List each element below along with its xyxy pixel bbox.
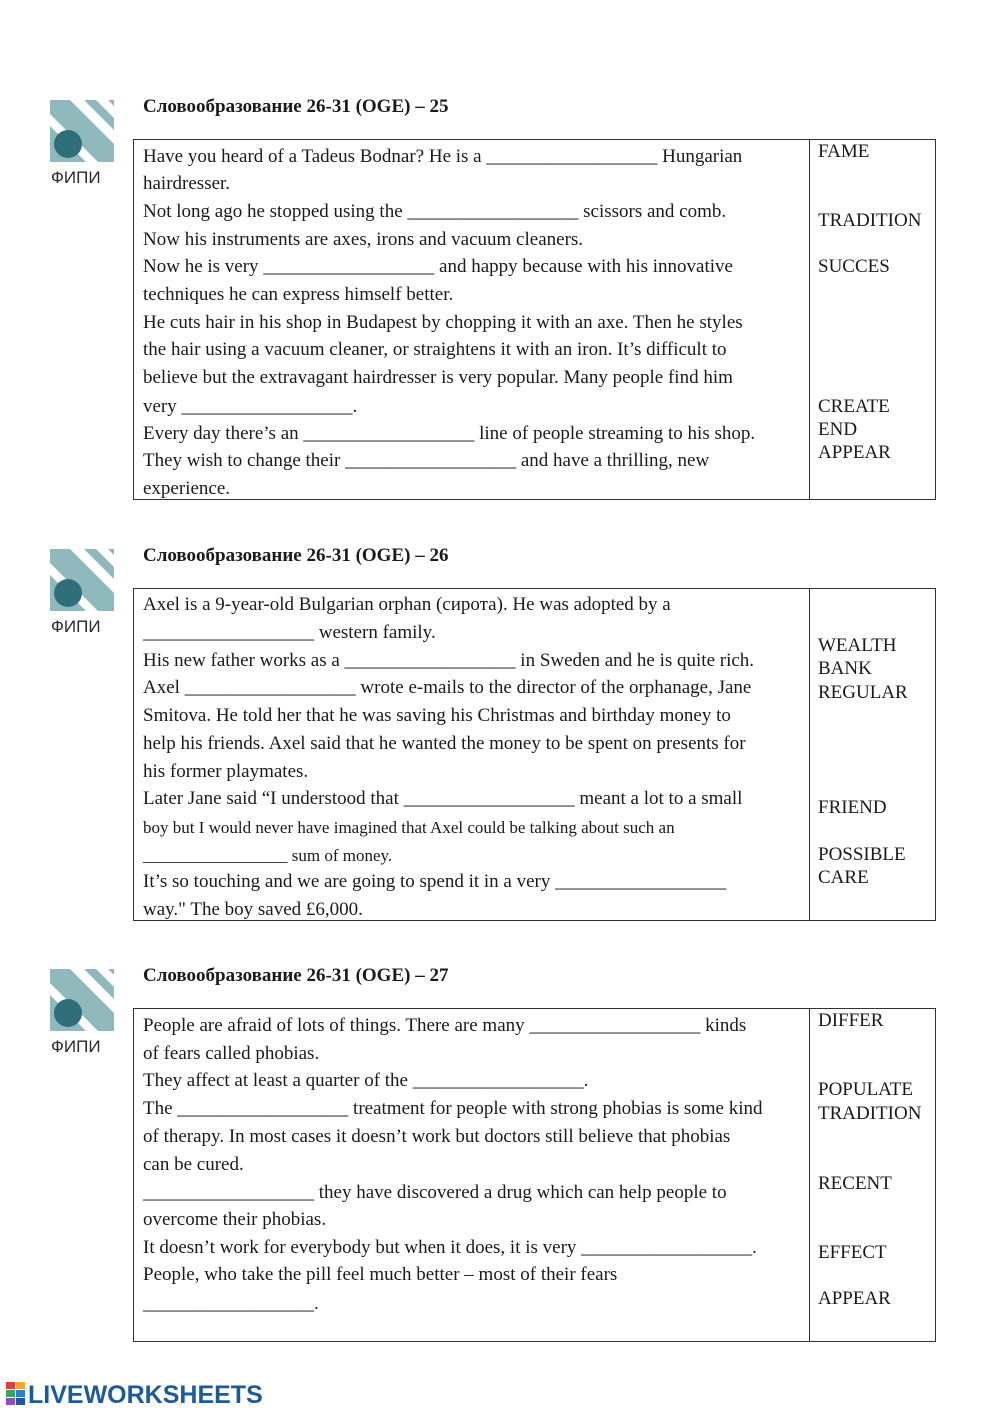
liveworksheets-squares-icon bbox=[6, 1382, 26, 1408]
text-line: hairdresser. bbox=[143, 173, 231, 194]
text-line: They wish to change their __________________ and have a thrilling, new bbox=[143, 450, 710, 471]
text-line: very __________________. bbox=[143, 396, 358, 417]
text-line: help his friends. Axel said that he wanted the money to be spent on presents for bbox=[143, 733, 746, 754]
liveworksheets-label: LIVEWORKSHEETS bbox=[28, 1381, 263, 1409]
text-line: __________________. bbox=[143, 1293, 319, 1314]
fipi-logo-label: ФИПИ bbox=[51, 617, 101, 636]
text-line: It doesn’t work for everybody but when it does, it is very __________________. bbox=[143, 1237, 757, 1258]
task-table bbox=[133, 139, 936, 500]
text-line: Axel __________________ wrote e-mails to the director of the orphanage, Jane bbox=[143, 677, 752, 698]
word-prompt: POSSIBLE bbox=[818, 844, 906, 865]
word-prompt: FAME bbox=[818, 141, 870, 162]
word-prompt: FRIEND bbox=[818, 797, 887, 818]
word-prompt: SUCCES bbox=[818, 256, 890, 277]
text-line: People are afraid of lots of things. There are many __________________ kinds bbox=[143, 1015, 747, 1036]
word-prompt: TRADITION bbox=[818, 1103, 922, 1124]
text-line: the hair using a vacuum cleaner, or straightens it with an iron. It’s difficult to bbox=[143, 339, 727, 360]
text-line: People, who take the pill feel much better – most of their fears bbox=[143, 1264, 618, 1285]
word-prompt: TRADITION bbox=[818, 210, 922, 231]
fipi-logo bbox=[50, 100, 114, 190]
text-line: Now his instruments are axes, irons and vacuum cleaners. bbox=[143, 229, 584, 250]
text-line: of fears called phobias. bbox=[143, 1043, 320, 1064]
liveworksheets-logo[interactable] bbox=[6, 1379, 306, 1409]
text-line: His new father works as a __________________ in Sweden and he is quite rich. bbox=[143, 650, 755, 671]
text-line: Smitova. He told her that he was saving his Christmas and birthday money to bbox=[143, 705, 731, 726]
text-line: Now he is very __________________ and happy because with his innovative bbox=[143, 256, 733, 277]
word-prompt: DIFFER bbox=[818, 1010, 884, 1031]
word-prompt: APPEAR bbox=[818, 442, 891, 463]
text-line: __________________ they have discovered a drug which can help people to bbox=[143, 1182, 727, 1203]
word-prompt: POPULATE bbox=[818, 1079, 914, 1100]
text-line: his former playmates. bbox=[143, 761, 309, 782]
task-table bbox=[133, 588, 936, 921]
exercise-title: Словообразование 26-31 (OGE) – 27 bbox=[143, 965, 449, 986]
word-prompt: REGULAR bbox=[818, 682, 908, 703]
fipi-emblem-icon bbox=[50, 549, 114, 613]
text-line: Every day there’s an __________________ line of people streaming to his shop. bbox=[143, 423, 756, 444]
text-line: of therapy. In most cases it doesn’t work but doctors still believe that phobias bbox=[143, 1126, 731, 1147]
text-line: overcome their phobias. bbox=[143, 1209, 327, 1230]
word-prompt: WEALTH bbox=[818, 635, 897, 656]
fipi-logo bbox=[50, 969, 114, 1059]
text-column bbox=[134, 1009, 810, 1341]
text-line: They affect at least a quarter of the __________________. bbox=[143, 1070, 589, 1091]
text-column bbox=[134, 140, 810, 499]
text-line: The __________________ treatment for people with strong phobias is some kind bbox=[143, 1098, 763, 1119]
text-line: _________________ sum of money. bbox=[143, 846, 393, 865]
fipi-logo bbox=[50, 549, 114, 639]
fipi-logo-label: ФИПИ bbox=[51, 1037, 101, 1056]
text-line: Have you heard of a Tadeus Bodnar? He is a __________________ Hungarian bbox=[143, 146, 743, 167]
text-line: Later Jane said “I understood that __________________ meant a lot to a small bbox=[143, 788, 743, 809]
exercise-title: Словообразование 26-31 (OGE) – 26 bbox=[143, 545, 449, 566]
text-line: boy but I would never have imagined that Axel could be talking about such an bbox=[143, 818, 675, 837]
task-table bbox=[133, 1008, 936, 1342]
text-line: believe but the extravagant hairdresser is very popular. Many people find him bbox=[143, 367, 733, 388]
fipi-logo-label: ФИПИ bbox=[51, 168, 101, 187]
word-prompt: BANK bbox=[818, 658, 872, 679]
text-line: Axel is a 9-year-old Bulgarian orphan (сирота). He was adopted by a bbox=[143, 594, 671, 615]
fipi-emblem-icon bbox=[50, 100, 114, 164]
text-line: It’s so touching and we are going to spend it in a very __________________ bbox=[143, 871, 727, 892]
word-prompt: RECENT bbox=[818, 1173, 892, 1194]
text-line: can be cured. bbox=[143, 1154, 244, 1175]
text-line: experience. bbox=[143, 478, 231, 499]
text-line: way." The boy saved £6,000. bbox=[143, 899, 363, 920]
exercise-title: Словообразование 26-31 (OGE) – 25 bbox=[143, 96, 449, 117]
text-line: __________________ western family. bbox=[143, 622, 436, 643]
word-prompt: APPEAR bbox=[818, 1288, 891, 1309]
word-prompt: EFFECT bbox=[818, 1242, 887, 1263]
word-prompt: CREATE bbox=[818, 396, 890, 417]
text-line: Not long ago he stopped using the __________________ scissors and comb. bbox=[143, 201, 727, 222]
text-line: He cuts hair in his shop in Budapest by chopping it with an axe. Then he styles bbox=[143, 312, 743, 333]
fipi-emblem-icon bbox=[50, 969, 114, 1033]
text-line: techniques he can express himself better. bbox=[143, 284, 454, 305]
word-prompt: CARE bbox=[818, 867, 869, 888]
text-column bbox=[134, 589, 810, 920]
word-prompt: END bbox=[818, 419, 858, 440]
